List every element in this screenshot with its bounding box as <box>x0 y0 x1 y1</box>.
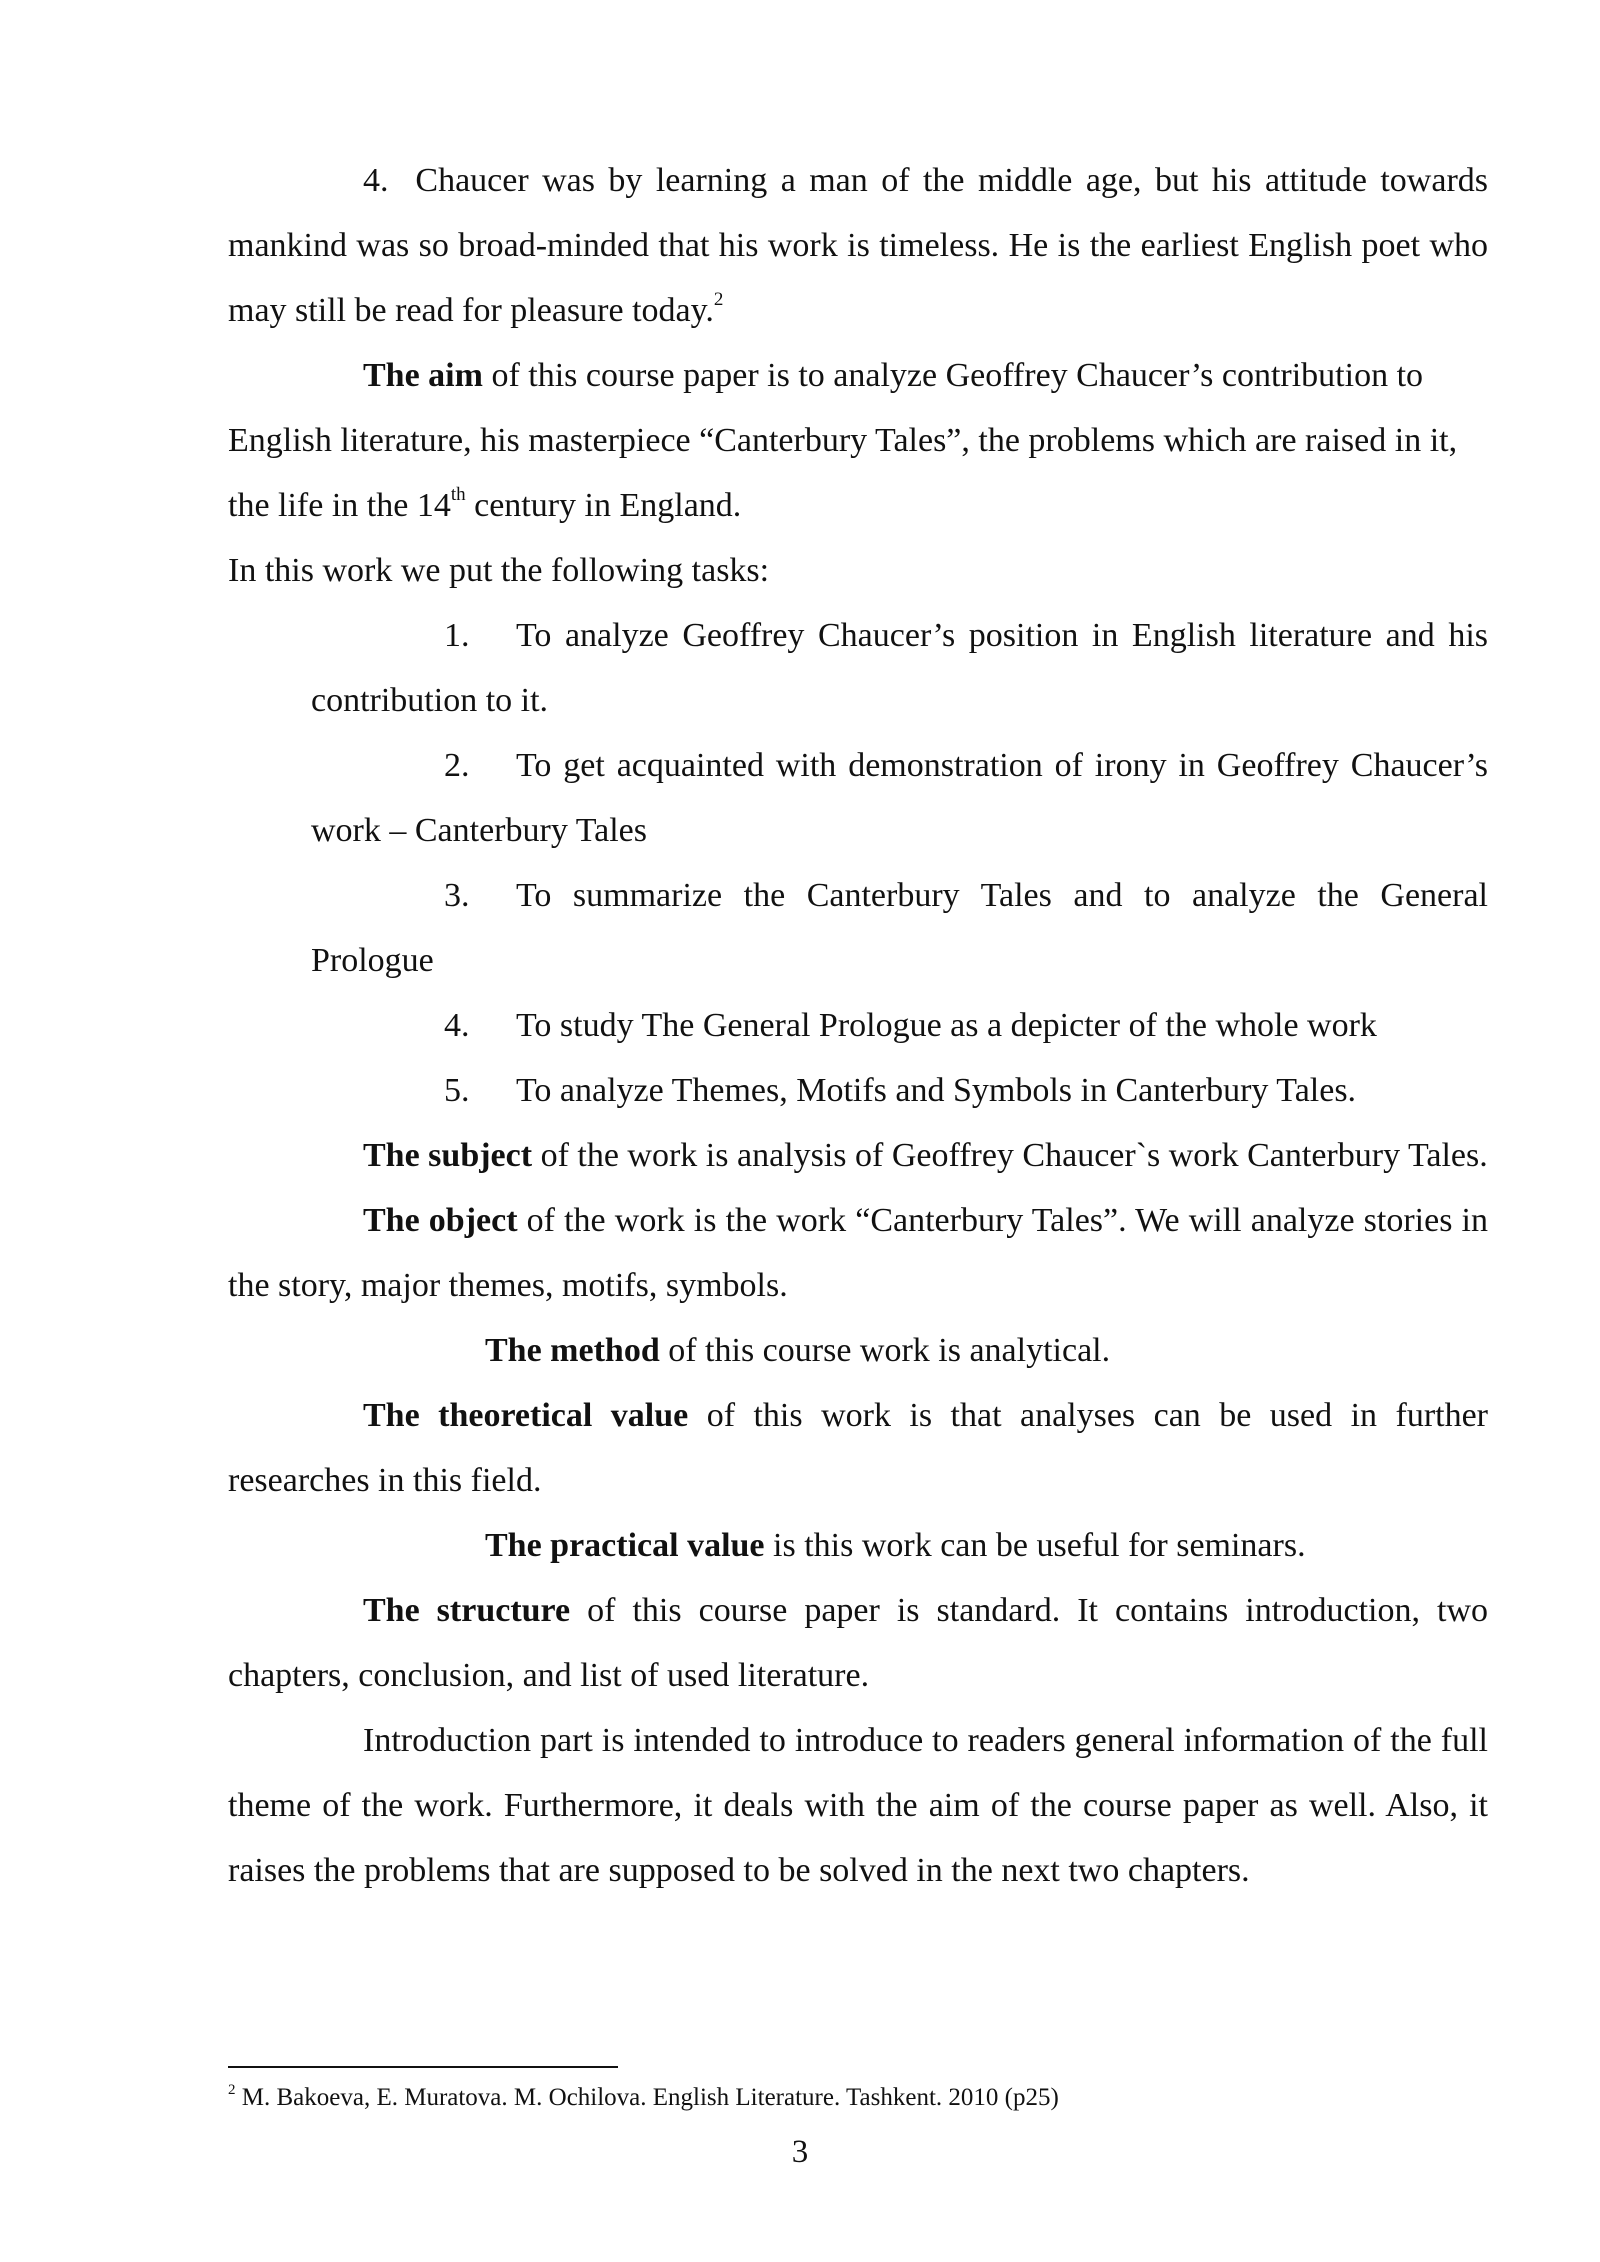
footnote-text: M. Bakoeva, E. Muratova. M. Ochilova. English Literature. Tashkent. 2010 (p25) <box>235 2084 1059 2111</box>
structure-text: of this course paper is standard. It contains introduction, two chapters, conclusion, and list of used literature. <box>228 1592 1489 1694</box>
aim-text-end: century in England. <box>465 487 742 524</box>
page-body <box>228 148 1488 1903</box>
task-text: To study The General Prologue as a depicter of the whole work <box>516 1007 1377 1044</box>
aim-superscript: th <box>450 483 466 505</box>
theoretical-value-paragraph <box>228 1383 1488 1513</box>
subject-label: The subject <box>363 1137 533 1174</box>
page-number: 3 <box>791 2134 809 2170</box>
footnote <box>228 2080 1059 2116</box>
task-text: To analyze Geoffrey Chaucer’s position in English literature and his contribution to it. <box>311 617 1488 719</box>
task-item-1 <box>311 603 1488 733</box>
task-number: 5. <box>444 1072 470 1109</box>
method-paragraph <box>228 1318 1488 1383</box>
task-number: 3. <box>444 877 470 914</box>
task-number: 4. <box>444 1007 470 1044</box>
subject-text: of the work is analysis of Geoffrey Chaucer`s work Canterbury Tales. <box>532 1137 1488 1174</box>
theoretical-value-label: The theoretical value <box>363 1397 689 1434</box>
object-paragraph <box>228 1188 1488 1318</box>
aim-label: The aim <box>363 357 483 394</box>
task-text: To get acquainted with demonstration of irony in Geoffrey Chaucer’s work – Canterbury Tales <box>311 747 1488 849</box>
tasks-intro: In this work we put the following tasks: <box>228 552 770 589</box>
task-number: 2. <box>444 747 470 784</box>
footnote-reference[interactable]: 2 <box>713 288 724 310</box>
footnote-separator <box>228 2066 618 2068</box>
practical-value-label: The practical value <box>485 1527 765 1564</box>
introduction-paragraph: Introduction part is intended to introduce to readers general information of the full theme of the work. Furthermore, it deals with the aim of the course paper as well. Also, it raises the problems that are supposed to be solved in the next two chapters. <box>228 1722 1488 1889</box>
point-text: Chaucer was by learning a man of the middle age, but his attitude towards mankind was so broad-minded that his work is timeless. He is the earliest English poet who may still be read for pleasure today. <box>228 162 1488 329</box>
structure-label: The structure <box>363 1592 571 1629</box>
task-item-3 <box>311 863 1488 993</box>
aim-text: of this course paper is to analyze Geoffrey Chaucer’s contribution to English literature, his masterpiece “Canterbury Tales”, the problems which are raised in it, the life in the 14 <box>228 357 1458 524</box>
task-text: To summarize the Canterbury Tales and to analyze the General Prologue <box>311 877 1488 979</box>
structure-paragraph <box>228 1578 1488 1708</box>
task-item-5 <box>311 1058 1488 1123</box>
method-text: of this course work is analytical. <box>659 1332 1111 1369</box>
task-number: 1. <box>444 617 470 654</box>
aim-paragraph <box>228 343 1488 538</box>
task-item-4 <box>311 993 1488 1058</box>
task-text: To analyze Themes, Motifs and Symbols in Canterbury Tales. <box>516 1072 1357 1109</box>
theoretical-value-text: of this work is that analyses can be used in further researches in this field. <box>228 1397 1488 1499</box>
practical-value-paragraph <box>228 1513 1488 1578</box>
practical-value-text: is this work can be useful for seminars. <box>764 1527 1306 1564</box>
subject-paragraph <box>228 1123 1488 1188</box>
task-item-2 <box>311 733 1488 863</box>
paragraph-point-4 <box>228 148 1488 343</box>
method-label: The method <box>485 1332 660 1369</box>
footnote-number: 2 <box>228 2081 236 2098</box>
point-number: 4. <box>363 162 389 199</box>
object-text: of the work is the work “Canterbury Tales”. We will analyze stories in the story, major themes, motifs, symbols. <box>228 1202 1489 1304</box>
object-label: The object <box>363 1202 518 1239</box>
